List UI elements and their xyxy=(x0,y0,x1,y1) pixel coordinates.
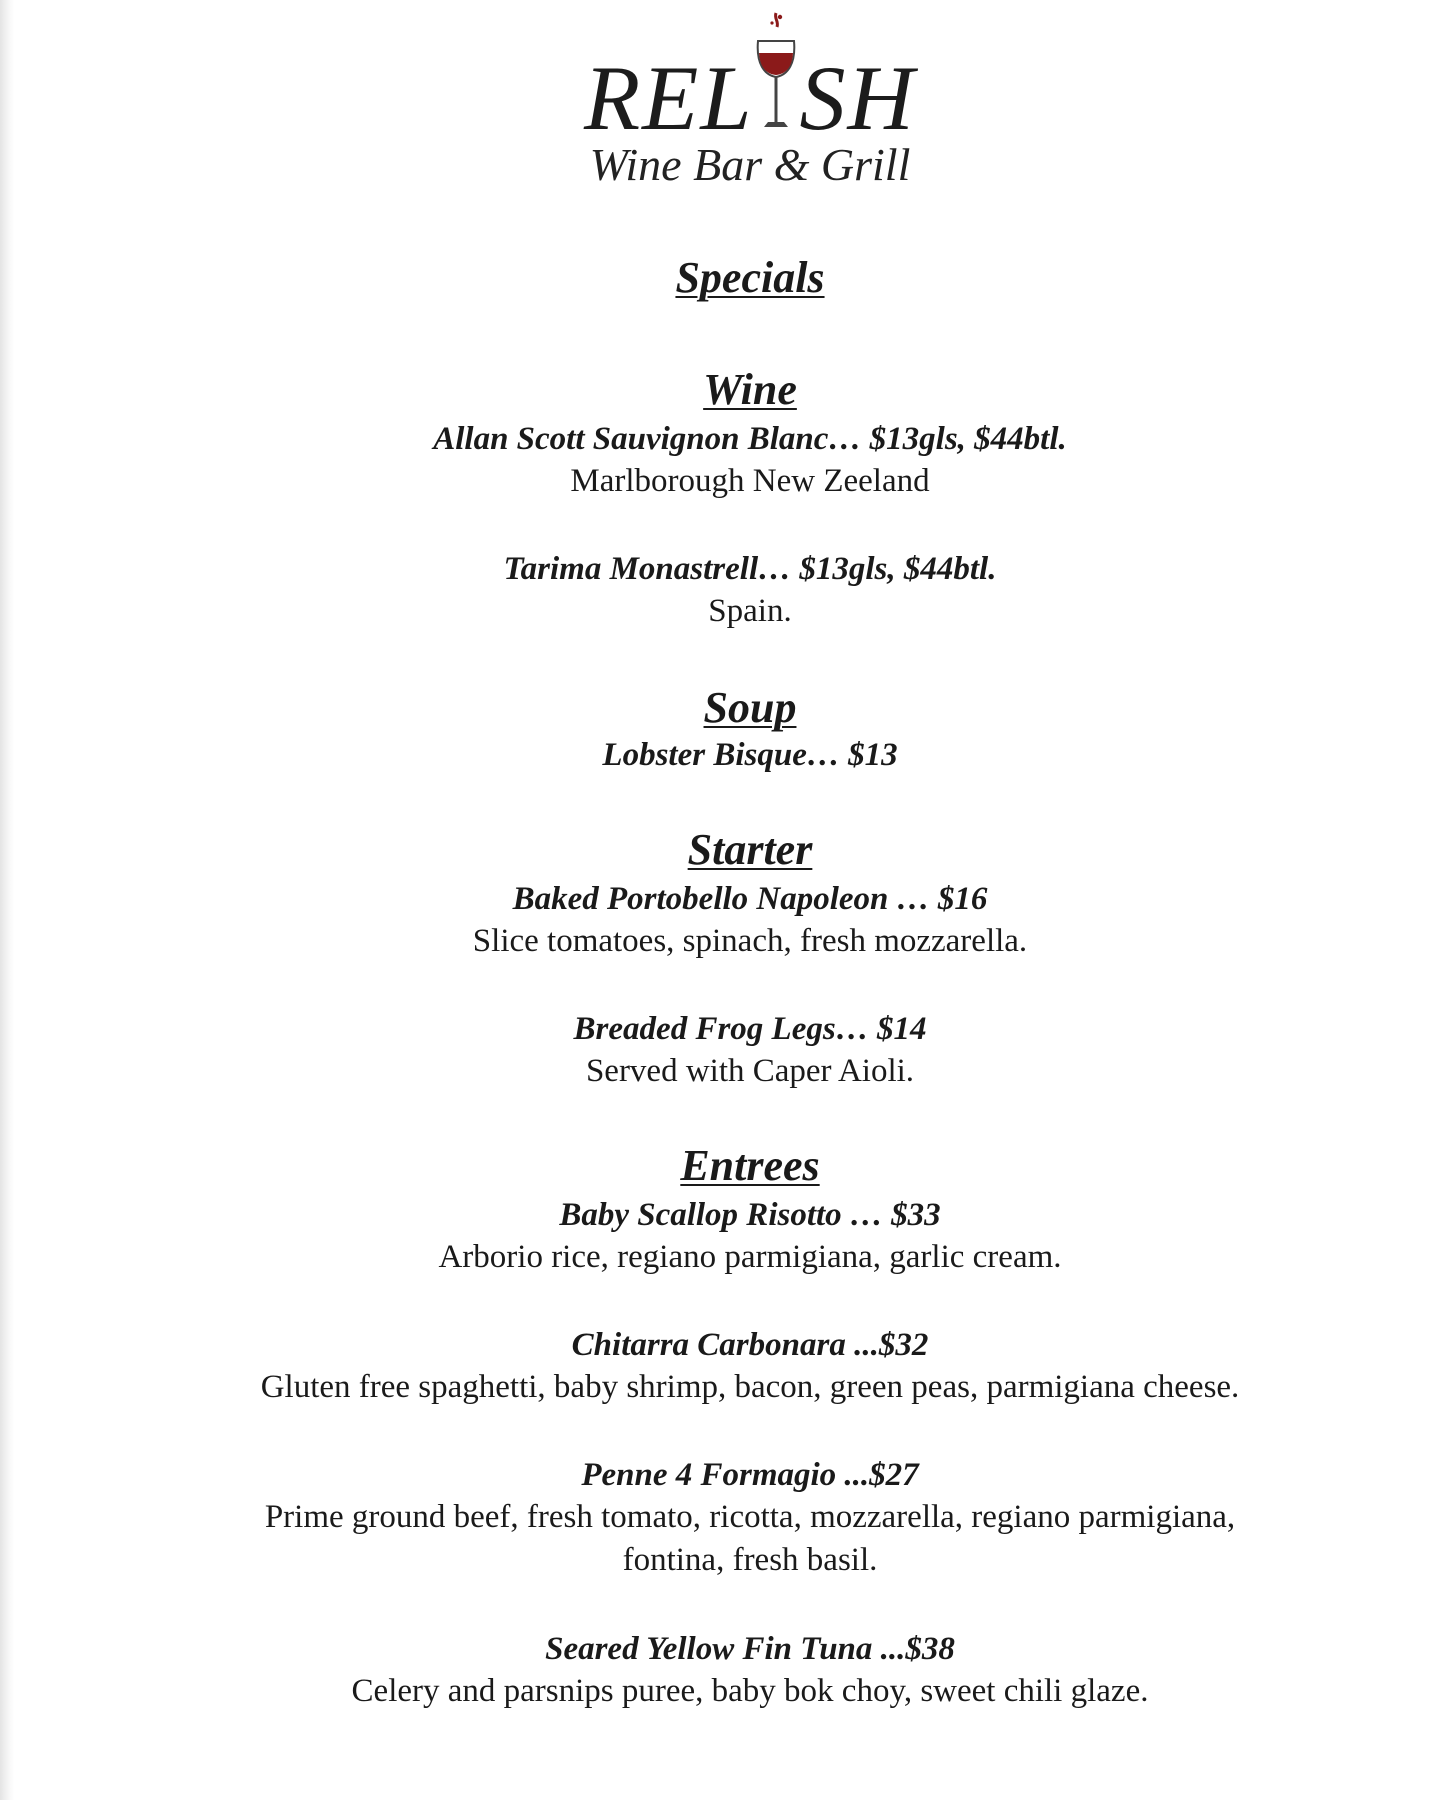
page-title: Specials xyxy=(675,253,825,302)
menu-item xyxy=(0,1194,1440,1279)
item-desc: Marlborough New Zeeland xyxy=(570,463,930,499)
section-title: Entrees xyxy=(680,1141,820,1190)
item-desc: Slice tomatoes, spinach, fresh mozzarella. xyxy=(472,923,1028,959)
section-title: Soup xyxy=(703,683,797,732)
menu-item xyxy=(0,418,1440,503)
item-desc: Arborio rice, regiano parmigiana, garlic cream. xyxy=(438,1239,1062,1275)
item-name: Breaded Frog Legs… $14 xyxy=(573,1011,927,1047)
item-name: Lobster Bisque… $13 xyxy=(602,737,898,773)
item-desc: Celery and parsnips puree, baby bok choy, sweet chili glaze. xyxy=(351,1673,1149,1709)
section-soup xyxy=(0,684,1440,732)
menu-item xyxy=(0,1628,1440,1713)
section-title: Starter xyxy=(687,825,813,874)
menu-item xyxy=(0,734,1440,776)
menu-item xyxy=(0,878,1440,963)
item-desc: Gluten free spaghetti, baby shrimp, bacon, green peas, parmigiana cheese. xyxy=(260,1369,1240,1405)
logo-name-right: SH xyxy=(799,47,916,149)
item-name: Allan Scott Sauvignon Blanc… $13gls, $44btl. xyxy=(433,421,1067,457)
item-name: Penne 4 Formagio ...$27 xyxy=(581,1457,919,1493)
item-name: Chitarra Carbonara ...$32 xyxy=(571,1327,929,1363)
logo xyxy=(0,47,1440,149)
menu-item xyxy=(0,1008,1440,1093)
menu-item xyxy=(0,1324,1440,1409)
logo-tagline: Wine Bar & Grill xyxy=(589,139,911,190)
menu-item xyxy=(0,548,1440,633)
item-desc: Served with Caper Aioli. xyxy=(585,1053,915,1089)
item-desc: Prime ground beef, fresh tomato, ricotta, mozzarella, regiano parmigiana, xyxy=(264,1499,1236,1535)
section-title: Wine xyxy=(703,365,797,414)
section-starter xyxy=(0,826,1440,874)
section-wine xyxy=(0,366,1440,414)
item-name: Baby Scallop Risotto … $33 xyxy=(559,1197,941,1233)
item-desc-continued: fontina, fresh basil. xyxy=(622,1542,878,1578)
wine-glass-icon xyxy=(754,55,800,135)
item-name: Baked Portobello Napoleon … $16 xyxy=(512,881,988,917)
menu-item xyxy=(0,1454,1440,1582)
logo-name-left: REL xyxy=(583,47,754,149)
section-entrees xyxy=(0,1142,1440,1190)
item-name: Seared Yellow Fin Tuna ...$38 xyxy=(545,1631,955,1667)
item-name: Tarima Monastrell… $13gls, $44btl. xyxy=(503,551,997,587)
item-desc: Spain. xyxy=(708,593,792,629)
